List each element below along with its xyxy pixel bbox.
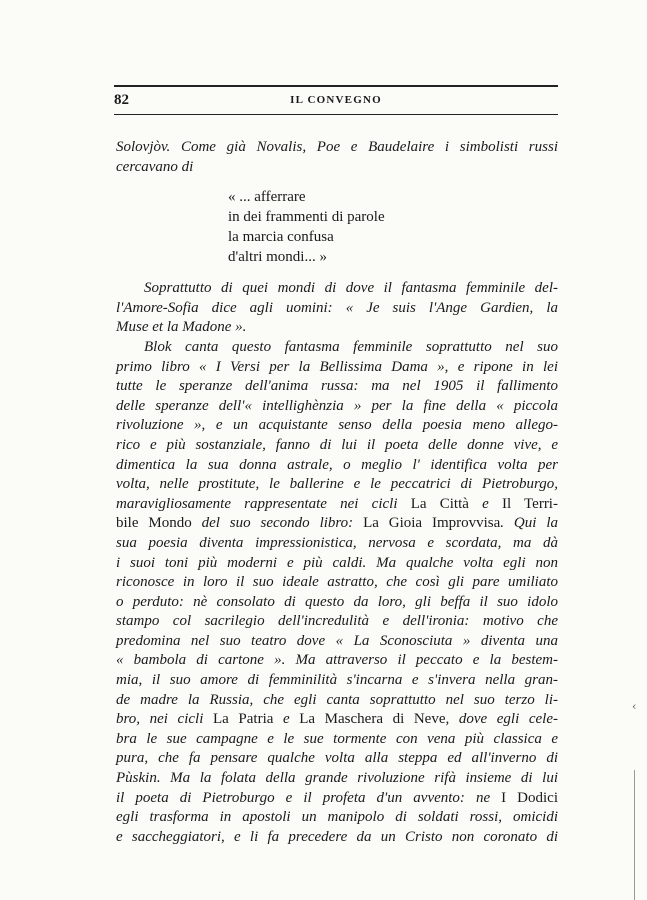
text-line: volta, nelle prostitute, le ballerine e le peccatrici di Pietroburgo, (116, 476, 558, 493)
cycle-title: La Città (410, 495, 469, 512)
cycle-title: La Patria (212, 711, 274, 728)
header-top-rule (114, 85, 558, 87)
text-line: Pùskin. Ma la folata della grande rivoluzione rifà insieme di lui (116, 770, 558, 787)
cycle-title: La Maschera di Neve (299, 711, 446, 728)
text-line: Solovjòv. Come già Novalis, Poe e Baudelaire i simbolisti russi (116, 139, 558, 155)
text-line: de madre la Russia, che egli canta soprattutto nel suo terzo li- (116, 691, 558, 708)
text-line: Soprattutto di quei mondi di dove il fantasma femminile del- (144, 280, 558, 297)
text-line (116, 514, 558, 534)
text-line: bra le sue campagne e le sue tormente con vena più classica e (116, 730, 558, 747)
text-line: primo libro « I Versi per la Bellissima Dama », e ripone in lei (116, 358, 558, 375)
text-run: bro, nei cicli (116, 711, 213, 728)
text-run: e (273, 711, 300, 728)
text-line: Muse et la Madone ». (116, 319, 247, 336)
scan-edge-line (634, 770, 635, 900)
cycle-title: bile Mondo (116, 515, 192, 532)
text-line: Blok canta questo fantasma femminile soprattutto nel suo (144, 338, 558, 355)
poem-line: « ... afferrare (228, 189, 306, 206)
text-line: l'Amore-Sofia dice agli uomini: « Je suis l'Ange Gardien, la (116, 299, 558, 316)
text-run: il poeta di Pietroburgo e il profeta d'un avvento: ne (116, 789, 502, 806)
work-title: I Dodici (501, 789, 558, 806)
text-run: . Qui la (500, 515, 558, 532)
text-line (116, 789, 558, 809)
text-line (116, 710, 558, 730)
text-run: maravigliosamente rappresentate nei cicli (116, 495, 411, 512)
text-run: e (468, 495, 502, 512)
poem-line: la marcia confusa (228, 229, 334, 246)
text-line: egli trasforma in apostoli un manipolo di soldati rossi, omicidi (116, 809, 558, 826)
body-text (116, 138, 558, 847)
text-line: stampo col sacrilegio dell'incredulità e dell'ironia: motivo che (116, 613, 558, 630)
text-line: sua poesia diventa impressionistica, nervosa e scordata, ma dà (116, 534, 558, 551)
text-line: e saccheggiatori, e li fa precedere da un Cristo non coronato di (116, 828, 558, 845)
header-bottom-rule (114, 114, 558, 115)
text-line: cercavano di (116, 158, 194, 175)
text-line: o perduto: nè consolato di questo da loro, gli beffa il suo idolo (116, 593, 558, 610)
cycle-title: Il Terri- (501, 495, 558, 512)
poem-quote (228, 187, 558, 267)
text-run: del suo secondo libro: (191, 515, 364, 532)
text-line: rico e più sostanziale, fanno di lui il poeta delle donne vive, e (116, 436, 558, 453)
cycle-title: La Gioia Improvvisa (363, 515, 501, 532)
text-line: tutte le speranze dell'anima russa: ma nel 1905 il fallimento (116, 378, 558, 395)
scan-edge-mark: ‹ (632, 700, 637, 713)
text-line: i suoi toni più moderni e più caldi. Ma qualche volta egli non (116, 554, 558, 571)
text-line: « bambola di cartone ». Ma attraverso il peccato e la bestem- (116, 652, 558, 669)
text-line: riconosce in loro il suo ideale astratto, che così gli pare umiliato (116, 574, 558, 591)
text-line: rivoluzione », e un acquistante senso della poesia meno allego- (116, 417, 558, 434)
poem-line: in dei frammenti di parole (228, 209, 385, 226)
text-line: delle speranze dell'« intellighènzia » per la fine della « piccola (116, 397, 558, 414)
page-header (114, 92, 558, 110)
poem-line: d'altri mondi... » (228, 249, 327, 266)
text-line: mia, il suo amore di femminilità s'incarna e s'invera nella gran- (116, 672, 558, 689)
text-run: , dove egli cele- (445, 711, 558, 728)
page-number: 82 (114, 92, 129, 108)
text-line: pura, che fa pensare qualche volta alla steppa ed all'inverno di (116, 750, 558, 767)
text-line: dimentica la sua donna astrale, o meglio l' identifica volta per (116, 456, 558, 473)
text-line: predomina nel suo teatro dove « La Sconosciuta » diventa una (116, 632, 558, 649)
text-line (116, 495, 558, 515)
running-title: IL CONVEGNO (290, 94, 382, 106)
